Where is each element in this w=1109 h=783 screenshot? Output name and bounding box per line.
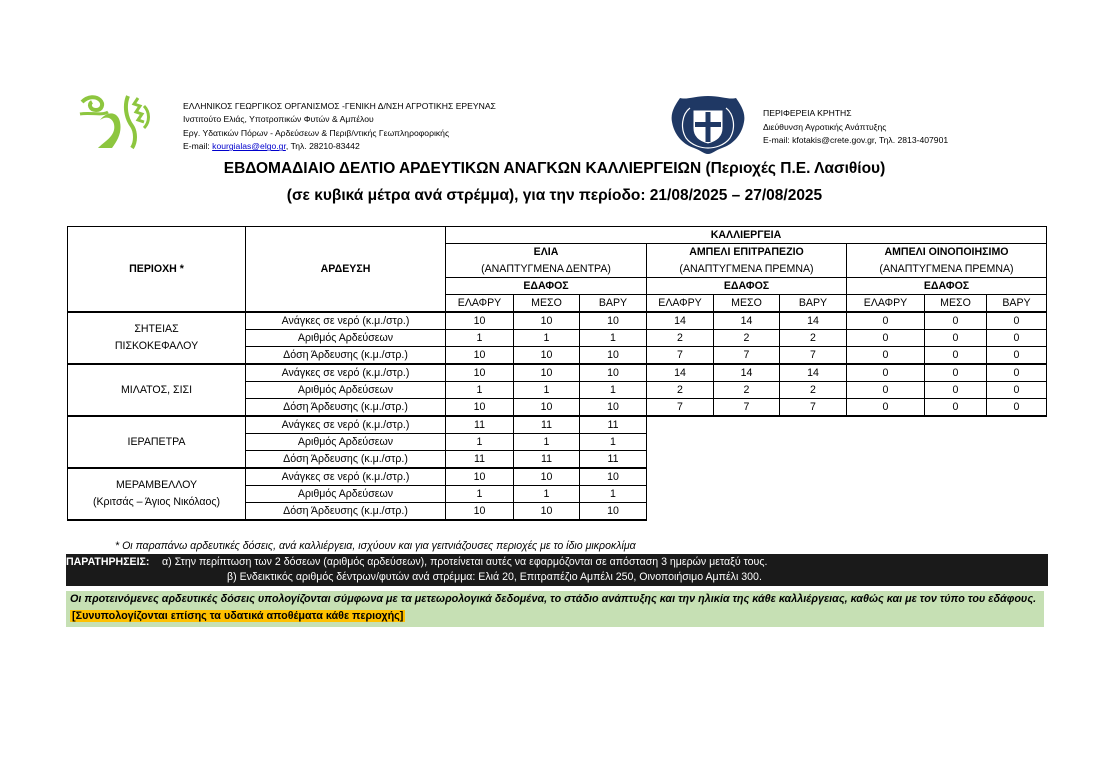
elgo-logo-icon xyxy=(78,92,152,152)
empty-cell xyxy=(647,486,714,503)
phone-text: , Τηλ. 28210-83442 xyxy=(285,141,360,152)
irrigation-row-label: Ανάγκες σε νερό (κ.μ./στρ.) xyxy=(246,364,446,382)
region-line-2: Διεύθυνση Αγροτικής Ανάπτυξης xyxy=(763,121,887,132)
empty-cell xyxy=(847,468,925,486)
irrigation-row-label: Αριθμός Αρδεύσεων xyxy=(246,434,446,451)
value-cell: 1 xyxy=(580,434,647,451)
org-contact-line xyxy=(183,140,496,153)
empty-cell xyxy=(714,416,780,434)
empty-cell xyxy=(847,486,925,503)
soil-type-heavy: ΒΑΡΥ xyxy=(987,295,1047,313)
region-name-line: ΣΗΤΕΙΑΣ xyxy=(134,323,179,335)
value-cell: 10 xyxy=(514,312,580,330)
email-label: E-mail: xyxy=(183,141,213,152)
empty-cell xyxy=(847,451,925,469)
soil-header: ΕΔΑΦΟΣ xyxy=(446,278,647,295)
value-cell: 0 xyxy=(847,312,925,330)
empty-cell xyxy=(714,486,780,503)
empty-cell xyxy=(780,434,847,451)
value-cell: 10 xyxy=(446,399,514,417)
empty-cell xyxy=(987,468,1047,486)
crop-sub-wine-grape: (ΑΝΑΠΤΥΓΜΕΝΑ ΠΡΕΜΝΑ) xyxy=(847,261,1047,278)
value-cell: 0 xyxy=(847,364,925,382)
empty-cell xyxy=(647,416,714,434)
organization-info xyxy=(183,100,496,154)
soil-type-heavy: ΒΑΡΥ xyxy=(580,295,647,313)
empty-cell xyxy=(714,434,780,451)
value-cell: 1 xyxy=(514,382,580,399)
notes-box xyxy=(66,554,1048,586)
empty-cell xyxy=(987,451,1047,469)
value-cell: 0 xyxy=(925,312,987,330)
value-cell: 10 xyxy=(580,399,647,417)
value-cell: 11 xyxy=(514,416,580,434)
crop-sub-table-grape: (ΑΝΑΠΤΥΓΜΕΝΑ ΠΡΕΜΝΑ) xyxy=(647,261,847,278)
region-name-line: ΜΙΛΑΤΟΣ, ΣΙΣΙ xyxy=(120,383,193,396)
value-cell: 1 xyxy=(514,434,580,451)
empty-cell xyxy=(925,486,987,503)
soil-header: ΕΔΑΦΟΣ xyxy=(847,278,1047,295)
region-header: ΠΕΡΙΟΧΗ * xyxy=(68,227,246,313)
region-name xyxy=(68,312,246,364)
bulletin-subtitle: (σε κυβικά μέτρα ανά στρέμμα), για την περίοδο: 21/08/2025 – 27/08/2025 xyxy=(286,187,823,204)
value-cell: 2 xyxy=(780,330,847,347)
value-cell: 0 xyxy=(847,382,925,399)
value-cell: 14 xyxy=(647,364,714,382)
value-cell: 10 xyxy=(580,347,647,365)
email-link[interactable]: kourgialas@elgo.gr xyxy=(212,141,286,152)
irrigation-header: ΑΡΔΕΥΣΗ xyxy=(246,227,446,313)
value-cell: 7 xyxy=(647,399,714,417)
value-cell: 10 xyxy=(446,503,514,521)
value-cell: 10 xyxy=(580,503,647,521)
value-cell: 14 xyxy=(714,364,780,382)
region-name xyxy=(68,468,246,520)
crete-region-emblem-icon xyxy=(668,94,748,156)
note-a: α) Στην περίπτωση των 2 δόσεων (αριθμός αρδεύσεων), προτείνεται αυτές να εφαρμόζονται σε απόσταση 3 ημερών μεταξύ τους. xyxy=(162,556,768,568)
soil-type-light: ΕΛΑΦΡΥ xyxy=(647,295,714,313)
empty-cell xyxy=(714,468,780,486)
value-cell: 7 xyxy=(647,347,714,365)
empty-cell xyxy=(714,451,780,469)
region-name xyxy=(68,416,246,468)
soil-type-medium: ΜΕΣΟ xyxy=(925,295,987,313)
org-line-1: ΕΛΛΗΝΙΚΟΣ ΓΕΩΡΓΙΚΟΣ ΟΡΓΑΝΙΣΜΟΣ -ΓΕΝΙΚΗ Δ/ΝΣΗ ΑΓΡΟΤΙΚΗΣ ΕΡΕΥΝΑΣ xyxy=(183,101,496,111)
empty-cell xyxy=(780,451,847,469)
empty-cell xyxy=(925,451,987,469)
empty-cell xyxy=(925,503,987,521)
water-reserves-highlight: [Συνυπολογίζονται επίσης τα υδατικά αποθέματα κάθε περιοχής] xyxy=(72,610,404,622)
crop-name-wine-grape: ΑΜΠΕΛΙ ΟΙΝΟΠΟΙΗΣΙΜΟ xyxy=(847,244,1047,261)
value-cell: 1 xyxy=(446,330,514,347)
crop-name-olive: ΕΛΙΑ xyxy=(446,244,647,261)
value-cell: 14 xyxy=(647,312,714,330)
value-cell: 7 xyxy=(780,347,847,365)
soil-type-light: ΕΛΑΦΡΥ xyxy=(446,295,514,313)
empty-cell xyxy=(647,434,714,451)
value-cell: 0 xyxy=(925,347,987,365)
value-cell: 7 xyxy=(714,399,780,417)
value-cell: 2 xyxy=(714,382,780,399)
region-name-line: ΠΙΣΚΟΚΕΦΑΛΟΥ xyxy=(114,340,199,352)
value-cell: 1 xyxy=(580,382,647,399)
empty-cell xyxy=(847,503,925,521)
org-line-3: Εργ. Υδατικών Πόρων - Αρδεύσεων & Περιβ/ντικής Γεωπληροφορικής xyxy=(183,127,450,138)
irrigation-row-label: Αριθμός Αρδεύσεων xyxy=(246,330,446,347)
value-cell: 1 xyxy=(514,330,580,347)
region-name-line: ΜΕΡΑΜΒΕΛΛΟΥ xyxy=(115,479,198,491)
soil-type-heavy: ΒΑΡΥ xyxy=(780,295,847,313)
notes-label: ΠΑΡΑΤΗΡΗΣΕΙΣ: xyxy=(66,556,150,568)
value-cell: 1 xyxy=(580,330,647,347)
irrigation-row-label: Αριθμός Αρδεύσεων xyxy=(246,486,446,503)
soil-type-light: ΕΛΑΦΡΥ xyxy=(847,295,925,313)
region-name-line: ΙΕΡΑΠΕΤΡΑ xyxy=(127,435,186,448)
irrigation-row-label: Δόση Άρδευσης (κ.μ./στρ.) xyxy=(246,503,446,521)
value-cell: 11 xyxy=(580,416,647,434)
empty-cell xyxy=(647,468,714,486)
region-line-1: ΠΕΡΙΦΕΡΕΙΑ ΚΡΗΤΗΣ xyxy=(763,108,852,118)
value-cell: 11 xyxy=(514,451,580,469)
empty-cell xyxy=(780,416,847,434)
region-name xyxy=(68,364,246,416)
value-cell: 11 xyxy=(446,451,514,469)
region-info xyxy=(763,107,948,148)
value-cell: 10 xyxy=(446,347,514,365)
irrigation-row-label: Δόση Άρδευσης (κ.μ./στρ.) xyxy=(246,347,446,365)
irrigation-row-label: Ανάγκες σε νερό (κ.μ./στρ.) xyxy=(246,312,446,330)
note-b-line xyxy=(162,571,762,583)
empty-cell xyxy=(780,486,847,503)
empty-cell xyxy=(987,416,1047,434)
value-cell: 10 xyxy=(446,364,514,382)
value-cell: 10 xyxy=(514,364,580,382)
empty-cell xyxy=(987,486,1047,503)
bulletin-title: ΕΒΔΟΜΑΔΙΑΙΟ ΔΕΛΤΙΟ ΑΡΔΕΥΤΙΚΩΝ ΑΝΑΓΚΩΝ ΚΑΛΛΙΕΡΓΕΙΩΝ (Περιοχές Π.Ε. Λασιθίου) xyxy=(223,160,886,177)
empty-cell xyxy=(847,434,925,451)
value-cell: 0 xyxy=(847,399,925,417)
value-cell: 2 xyxy=(714,330,780,347)
value-cell: 0 xyxy=(987,347,1047,365)
value-cell: 2 xyxy=(780,382,847,399)
empty-cell xyxy=(647,451,714,469)
empty-cell xyxy=(780,503,847,521)
value-cell: 0 xyxy=(847,347,925,365)
value-cell: 1 xyxy=(446,382,514,399)
region-rows xyxy=(68,312,1047,520)
table-row xyxy=(68,312,1047,330)
value-cell: 10 xyxy=(580,312,647,330)
value-cell: 10 xyxy=(514,468,580,486)
value-cell: 10 xyxy=(580,468,647,486)
empty-cell xyxy=(714,503,780,521)
empty-cell xyxy=(925,416,987,434)
empty-cell xyxy=(925,468,987,486)
note-b: β) Ενδεικτικός αριθμός δέντρων/φυτών ανά στρέμμα: Ελιά 20, Επιτραπέζιο Αμπέλι 250, Οινοποιήσιμο Αμπέλι 300. xyxy=(227,571,762,583)
empty-cell xyxy=(925,434,987,451)
value-cell: 1 xyxy=(446,486,514,503)
crop-sub-olive: (ΑΝΑΠΤΥΓΜΕΝΑ ΔΕΝΤΡΑ) xyxy=(446,261,647,278)
value-cell: 14 xyxy=(780,312,847,330)
soil-type-medium: ΜΕΣΟ xyxy=(714,295,780,313)
value-cell: 0 xyxy=(987,330,1047,347)
value-cell: 0 xyxy=(925,330,987,347)
value-cell: 0 xyxy=(925,364,987,382)
table-row xyxy=(68,416,1047,434)
table-row xyxy=(68,468,1047,486)
soil-type-medium: ΜΕΣΟ xyxy=(514,295,580,313)
methodology-note xyxy=(66,591,1044,627)
crops-header: ΚΑΛΛΙΕΡΓΕΙΑ xyxy=(446,227,1047,244)
footnote: * Οι παραπάνω αρδευτικές δόσεις, ανά καλλιέργεια, ισχύουν και για γειτνιάζουσες περιοχές με το ίδιο μικροκλίμα xyxy=(115,540,636,552)
value-cell: 0 xyxy=(987,364,1047,382)
crop-name-table-grape: ΑΜΠΕΛΙ ΕΠΙΤΡΑΠΕΖΙΟ xyxy=(647,244,847,261)
value-cell: 10 xyxy=(514,347,580,365)
value-cell: 0 xyxy=(925,382,987,399)
irrigation-row-label: Δόση Άρδευσης (κ.μ./στρ.) xyxy=(246,451,446,469)
value-cell: 10 xyxy=(514,399,580,417)
value-cell: 2 xyxy=(647,330,714,347)
irrigation-row-label: Αριθμός Αρδεύσεων xyxy=(246,382,446,399)
value-cell: 10 xyxy=(446,312,514,330)
value-cell: 10 xyxy=(580,364,647,382)
value-cell: 0 xyxy=(987,382,1047,399)
value-cell: 1 xyxy=(446,434,514,451)
empty-cell xyxy=(780,468,847,486)
value-cell: 0 xyxy=(847,330,925,347)
region-name-line: (Κριτσάς – Άγιος Νικόλαος) xyxy=(92,496,221,508)
value-cell: 14 xyxy=(714,312,780,330)
value-cell: 0 xyxy=(987,312,1047,330)
value-cell: 10 xyxy=(514,503,580,521)
irrigation-row-label: Δόση Άρδευσης (κ.μ./στρ.) xyxy=(246,399,446,417)
value-cell: 10 xyxy=(446,468,514,486)
value-cell: 0 xyxy=(987,399,1047,417)
empty-cell xyxy=(987,434,1047,451)
value-cell: 1 xyxy=(514,486,580,503)
empty-cell xyxy=(847,416,925,434)
value-cell: 11 xyxy=(580,451,647,469)
soil-header: ΕΔΑΦΟΣ xyxy=(647,278,847,295)
value-cell: 7 xyxy=(780,399,847,417)
org-line-2: Ινστιτούτο Ελιάς, Υποτροπικών Φυτών & Αμπέλου xyxy=(183,114,374,125)
value-cell: 1 xyxy=(580,486,647,503)
value-cell: 7 xyxy=(714,347,780,365)
irrigation-table xyxy=(67,226,1047,521)
empty-cell xyxy=(647,503,714,521)
irrigation-row-label: Ανάγκες σε νερό (κ.μ./στρ.) xyxy=(246,416,446,434)
methodology-text: Οι προτεινόμενες αρδευτικές δόσεις υπολογίζονται σύμφωνα με τα μετεωρολογικά δεδομένα, το στάδιο ανάπτυξης και την ηλικία της κάθε καλλιέργειας, καθώς και με τον τύπο του εδάφους. xyxy=(70,593,1037,605)
irrigation-row-label: Ανάγκες σε νερό (κ.μ./στρ.) xyxy=(246,468,446,486)
region-line-3: E-mail: kfotakis@crete.gov.gr, Τηλ. 2813-407901 xyxy=(763,135,949,146)
table-row xyxy=(68,364,1047,382)
empty-cell xyxy=(987,503,1047,521)
value-cell: 14 xyxy=(780,364,847,382)
value-cell: 0 xyxy=(925,399,987,417)
value-cell: 2 xyxy=(647,382,714,399)
value-cell: 11 xyxy=(446,416,514,434)
